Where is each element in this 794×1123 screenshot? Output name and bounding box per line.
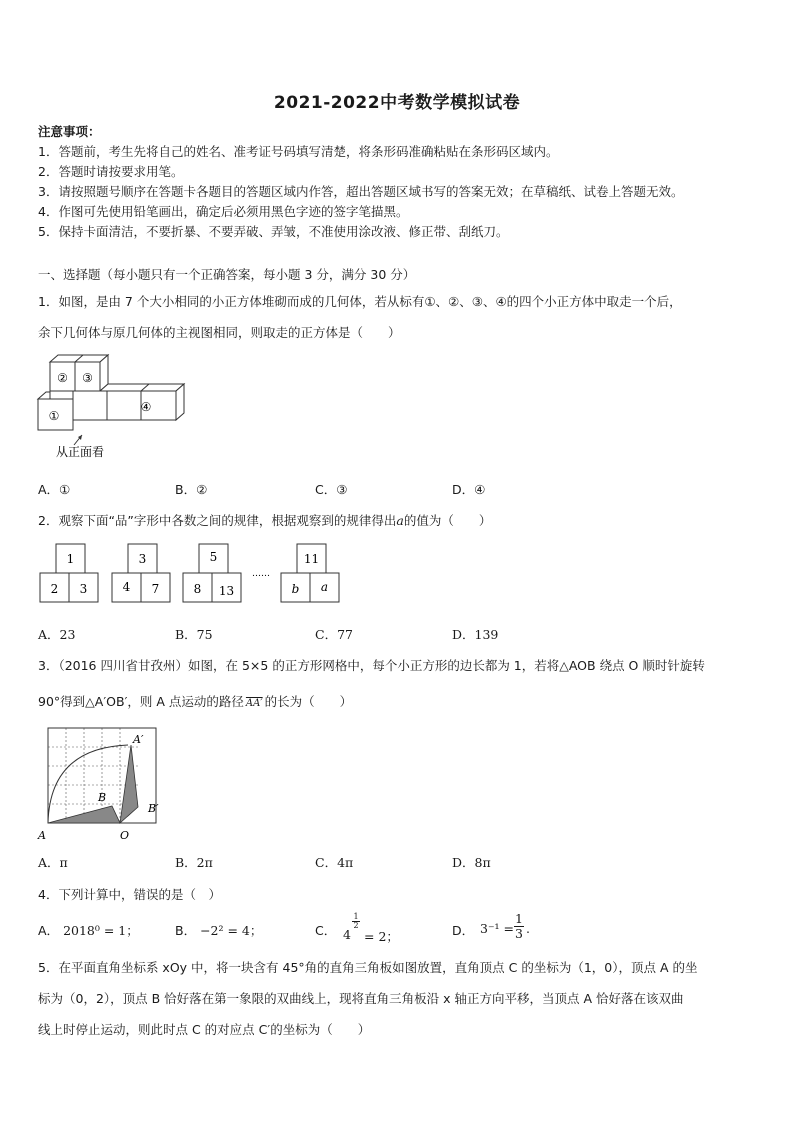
question-3-text-part: 90°得到△A′OB′，则 A 点运动的路径 [38,694,244,709]
exponent-denominator: 2 [353,921,359,930]
option-a: A．23 [38,627,76,642]
point-o-label: O [120,829,130,842]
question-3-text [38,692,352,710]
option-b: B．② [175,482,208,497]
question-1-text: 余下几何体与原几何体的主视图相同，则取走的正方体是（ ） [38,325,401,340]
option-label: D． [452,923,475,938]
fig-number: 4 [122,580,131,594]
fig-number: 2 [50,582,59,596]
option-expression: 2018⁰ = 1； [63,923,139,938]
fig-number: 11 [303,552,320,566]
fig-number: 13 [218,584,235,598]
point-b-prime-label: B′ [148,802,159,815]
triangle-a2ob2 [120,745,138,823]
option-d: D．139 [452,627,499,642]
option-c: C．4π [315,855,354,870]
fig-number: 3 [79,582,88,596]
exponent-numerator: 1 [353,912,359,921]
notice-item: 5．保持卡面清洁，不要折暴、不要弄破、弄皱，不准使用涂改液、修正带、刮纸刀。 [38,224,509,239]
view-caption: 从正面看 [56,445,105,459]
fig-number: 8 [193,582,202,596]
option-label: B． [175,923,197,938]
option-c: C．③ [315,482,348,497]
option-c: C．77 [315,627,353,642]
question-5-text: 5．在平面直角坐标系 xOy 中，将一块含有 45°角的直角三角板如图放置，直角顶点 C 的坐标为（1，0），顶点 A 的坐 [38,960,698,975]
question-2-text-part: 的值为（ ） [403,513,492,528]
cube-label: ④ [140,400,152,414]
cube-label: ② [57,371,68,385]
option-label: C． [315,923,337,938]
fig-number: 7 [151,582,160,596]
option-expression: −2² = 4； [200,923,263,938]
page-title: 2021-2022中考数学模拟试卷 [273,93,521,113]
option-end: . [526,921,530,936]
section-heading: 一、选择题（每小题只有一个正确答案，每小题 3 分，满分 30 分） [38,267,416,282]
cube-stack-figure [36,352,186,462]
arc-label: AA′ [245,698,263,709]
option-b: B．75 [175,627,213,642]
question-4-text: 4．下列计算中，错误的是（ ） [38,887,221,902]
notice-heading: 注意事项： [38,124,101,139]
ellipsis: …… [252,569,270,579]
fraction-denominator: 3 [515,926,523,941]
point-b-label: B [98,791,107,804]
rotation-grid-figure [36,724,166,846]
cube-label: ③ [82,371,93,385]
fraction-numerator: 1 [515,911,523,926]
notice-item: 3．请按照题号顺序在答题卡各题目的答题区域内作答，超出答题区域书写的答案无效；在草稿纸、试卷上答题无效。 [38,184,684,199]
option-b [175,921,262,939]
point-a-prime-label: A′ [133,733,144,746]
option-a: A．π [38,855,68,870]
option-label: A． [38,923,60,938]
fig-number: a [320,580,329,594]
question-5-text: 标为（0，2），顶点 B 恰好落在第一象限的双曲线上，现将直角三角板沿 x 轴正方向平移，当顶点 A 恰好落在该双曲 [38,991,684,1006]
option-base: 4 [343,927,351,942]
notice-item: 1．答题前，考生先将自己的姓名、准考证号码填写清楚，将条形码准确粘贴在条形码区域内。 [38,144,559,159]
option-a [38,921,139,939]
fig-number: 1 [66,552,75,566]
option-d: D．8π [452,855,491,870]
option-expression: 3⁻¹ = [480,921,515,936]
option-a: A．① [38,482,71,497]
option-result: = 2； [364,929,399,944]
point-a-label: A [38,829,46,842]
option-d: D．④ [452,482,486,497]
notice-item: 4．作图可先使用铅笔画出，确定后必须用黑色字迹的签字笔描黑。 [38,204,409,219]
question-3-text: 3．（2016 四川省甘孜州）如图，在 5×5 的正方形网格中，每个小正方形的边长都为 1，若将△AOB 绕点 O 顺时针旋转 [38,658,705,673]
pin-shape-figures [36,543,346,605]
fig-number: 3 [138,552,147,566]
question-2-text-part: 2．观察下面“品”字形中各数之间的规律，根据观察到的规律得出 [38,513,397,528]
question-3-text-part: 的长为（ ） [264,694,353,709]
option-b: B．2π [175,855,213,870]
fig-number: b [291,582,300,596]
option-fraction [514,912,524,941]
cube-label: ① [48,409,60,423]
question-1-text: 1．如图，是由 7 个大小相同的小正方体堆砌而成的几何体，若从标有①、②、③、④的四个小正方体中取走一个后， [38,294,682,309]
question-5-text: 线上时停止运动，则此时点 C 的对应点 C′的坐标为（ ） [38,1022,371,1037]
question-2-text [38,511,491,529]
variable-a: a [396,513,404,528]
arc-path [48,745,128,823]
notice-item: 2．答题时请按要求用笔。 [38,164,184,179]
option-exponent [352,913,360,930]
fig-number: 5 [209,550,218,564]
